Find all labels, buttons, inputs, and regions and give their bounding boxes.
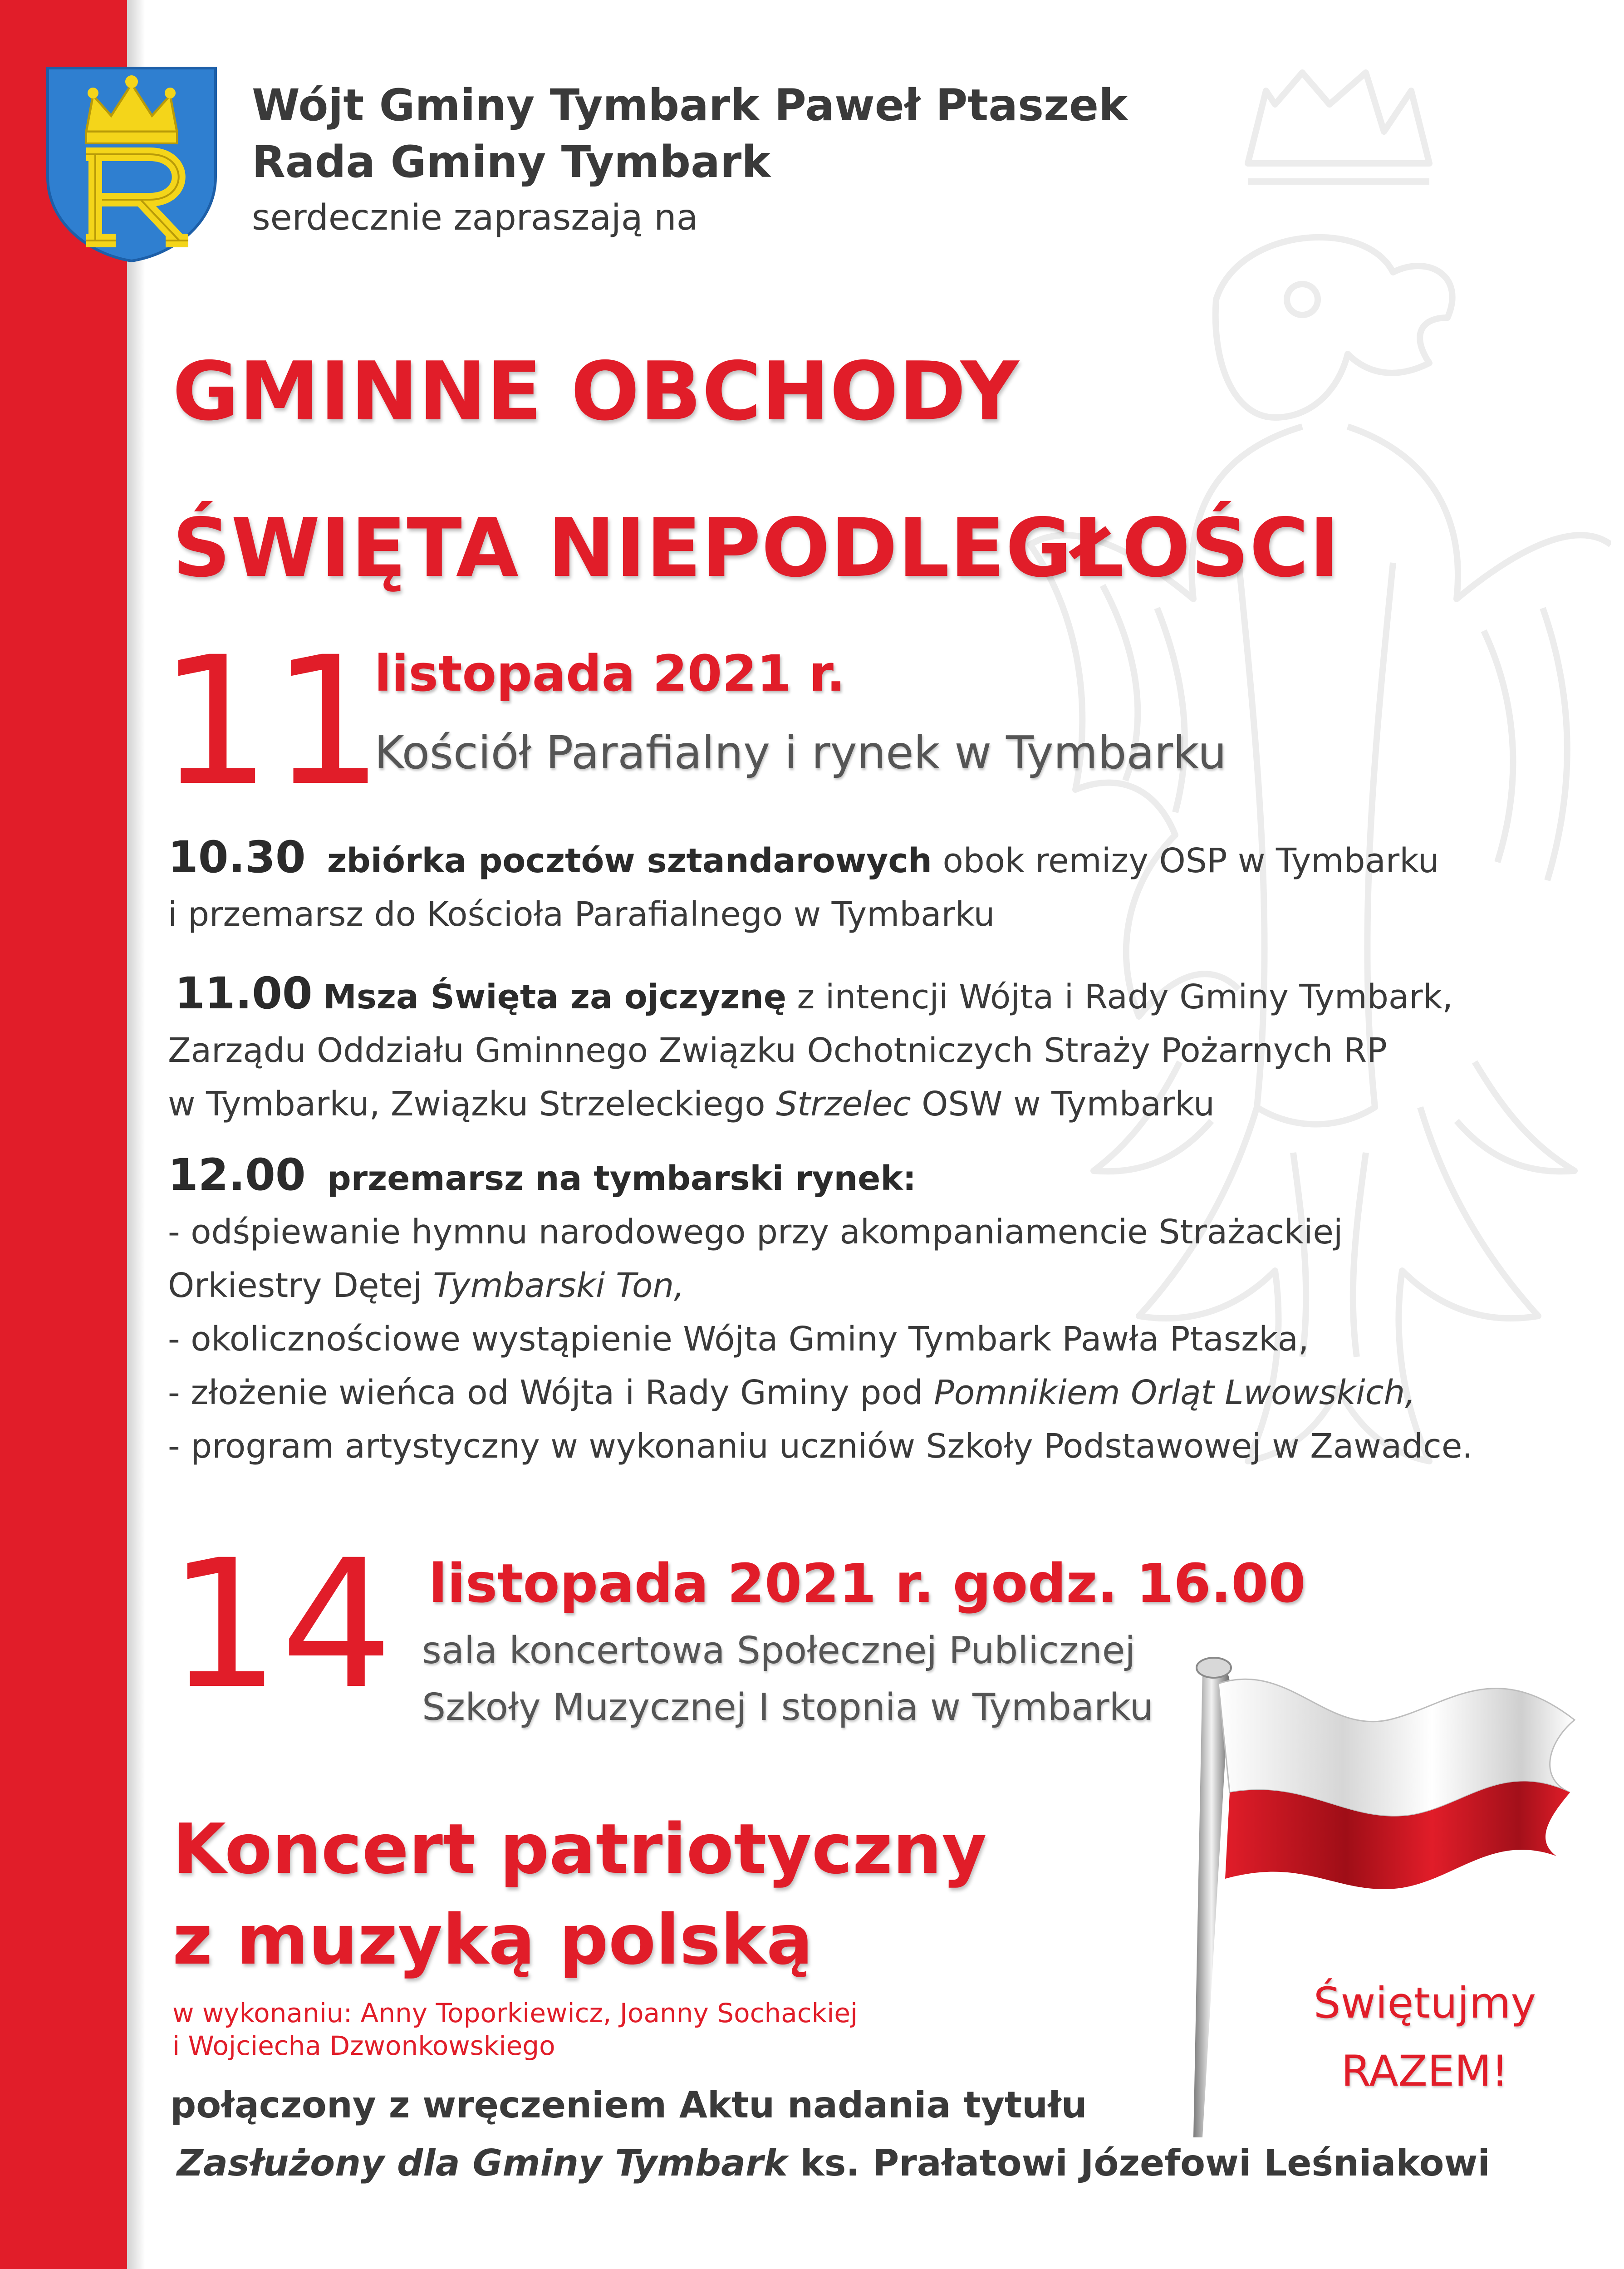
concert-title-line: Koncert patriotyczny (172, 1809, 987, 1889)
event2-place-line: Szkoły Muzycznej I stopnia w Tymbarku (422, 1686, 1153, 1729)
program-text: obok remizy OSP w Tymbarku (932, 841, 1439, 880)
invitation-line: serdecznie zapraszają na (252, 197, 698, 238)
program-text-italic: Strzelec (776, 1085, 911, 1124)
concert-title-line: z muzyką polską (172, 1900, 813, 1980)
performers-line: w wykonaniu: Anny Toporkiewicz, Joanny Sochackiej (172, 1998, 858, 2028)
page-title (172, 313, 1339, 626)
tymbark-coat-of-arms-icon (43, 64, 220, 263)
red-bar-shadow (127, 0, 145, 2269)
slogan-line: RAZEM! (1341, 2047, 1509, 2096)
program-text: - złożenie wieńca od Wójta i Rady Gminy pod (168, 1373, 934, 1412)
award-note-text: ks. Prałatowi Józefowi Leśniakowi (787, 2142, 1490, 2184)
slogan-line: Świętujmy (1313, 1979, 1536, 2028)
program-text-italic: Tymbarski Ton, (433, 1266, 685, 1305)
event2-place-line: sala koncertowa Społecznej Publicznej (422, 1629, 1136, 1672)
performers (172, 1997, 858, 2062)
event2-day: 14 (168, 1522, 393, 1728)
award-title-italic: Zasłużony dla Gminy Tymbark (177, 2142, 788, 2184)
concert-title (172, 1804, 987, 1985)
program-text: - odśpiewanie hymnu narodowego przy akompaniamencie Strażackiej (168, 1213, 1343, 1252)
organizer-rada: Rada Gminy Tymbark (252, 137, 771, 187)
performers-line: i Wojciecha Dzwonkowskiego (172, 2030, 555, 2061)
program-title: zbiórka pocztów sztandarowych (327, 841, 932, 880)
program-text-italic: Pomnikiem Orląt Lwowskich, (934, 1373, 1416, 1412)
program-item-1030 (168, 830, 1439, 941)
program-text: w Tymbarku, Związku Strzeleckiego (168, 1085, 776, 1124)
event2-place (422, 1622, 1153, 1736)
award-note (170, 2076, 1490, 2192)
event1-date: listopada 2021 r. (374, 644, 846, 702)
award-note-line: połączony z wręczeniem Aktu nadania tytułu (170, 2084, 1087, 2126)
program-text: z intencji Wójta i Rady Gminy Tymbark, (786, 977, 1453, 1017)
event1-place: Kościół Parafialny i rynek w Tymbarku (374, 726, 1227, 779)
program-text: Zarządu Oddziału Gminnego Związku Ochotniczych Straży Pożarnych RP (168, 1031, 1387, 1070)
program-text: Orkiestry Dętej (168, 1266, 433, 1305)
event1-day: 11 (159, 619, 384, 825)
program-title: przemarsz na tymbarski rynek: (327, 1159, 917, 1198)
program-time: 12.00 (168, 1149, 306, 1200)
event2-date: listopada 2021 r. godz. 16.00 (429, 1552, 1306, 1615)
program-time: 11.00 (175, 968, 313, 1019)
program-time: 10.30 (168, 832, 306, 883)
program-text: - okolicznościowe wystąpienie Wójta Gminy Tymbark Pawła Ptaszka, (168, 1320, 1309, 1359)
title-line-1: GMINNE OBCHODY (172, 344, 1020, 438)
program-text: i przemarsz do Kościoła Parafialnego w Tymbarku (168, 895, 995, 934)
organizer-wojt: Wójt Gminy Tymbark Paweł Ptaszek (252, 80, 1128, 131)
program-text: - program artystyczny w wykonaniu uczniów Szkoły Podstawowej w Zawadce. (168, 1427, 1473, 1466)
left-red-bar (0, 0, 127, 2269)
organizers-header (252, 77, 1128, 245)
program-item-1100 (168, 967, 1453, 1131)
program-title: Msza Święta za ojczyznę (323, 977, 787, 1017)
program-item-1200 (168, 1148, 1473, 1473)
program-text: OSW w Tymbarku (911, 1085, 1215, 1124)
title-line-2: ŚWIĘTA NIEPODLEGŁOŚCI (172, 501, 1340, 595)
